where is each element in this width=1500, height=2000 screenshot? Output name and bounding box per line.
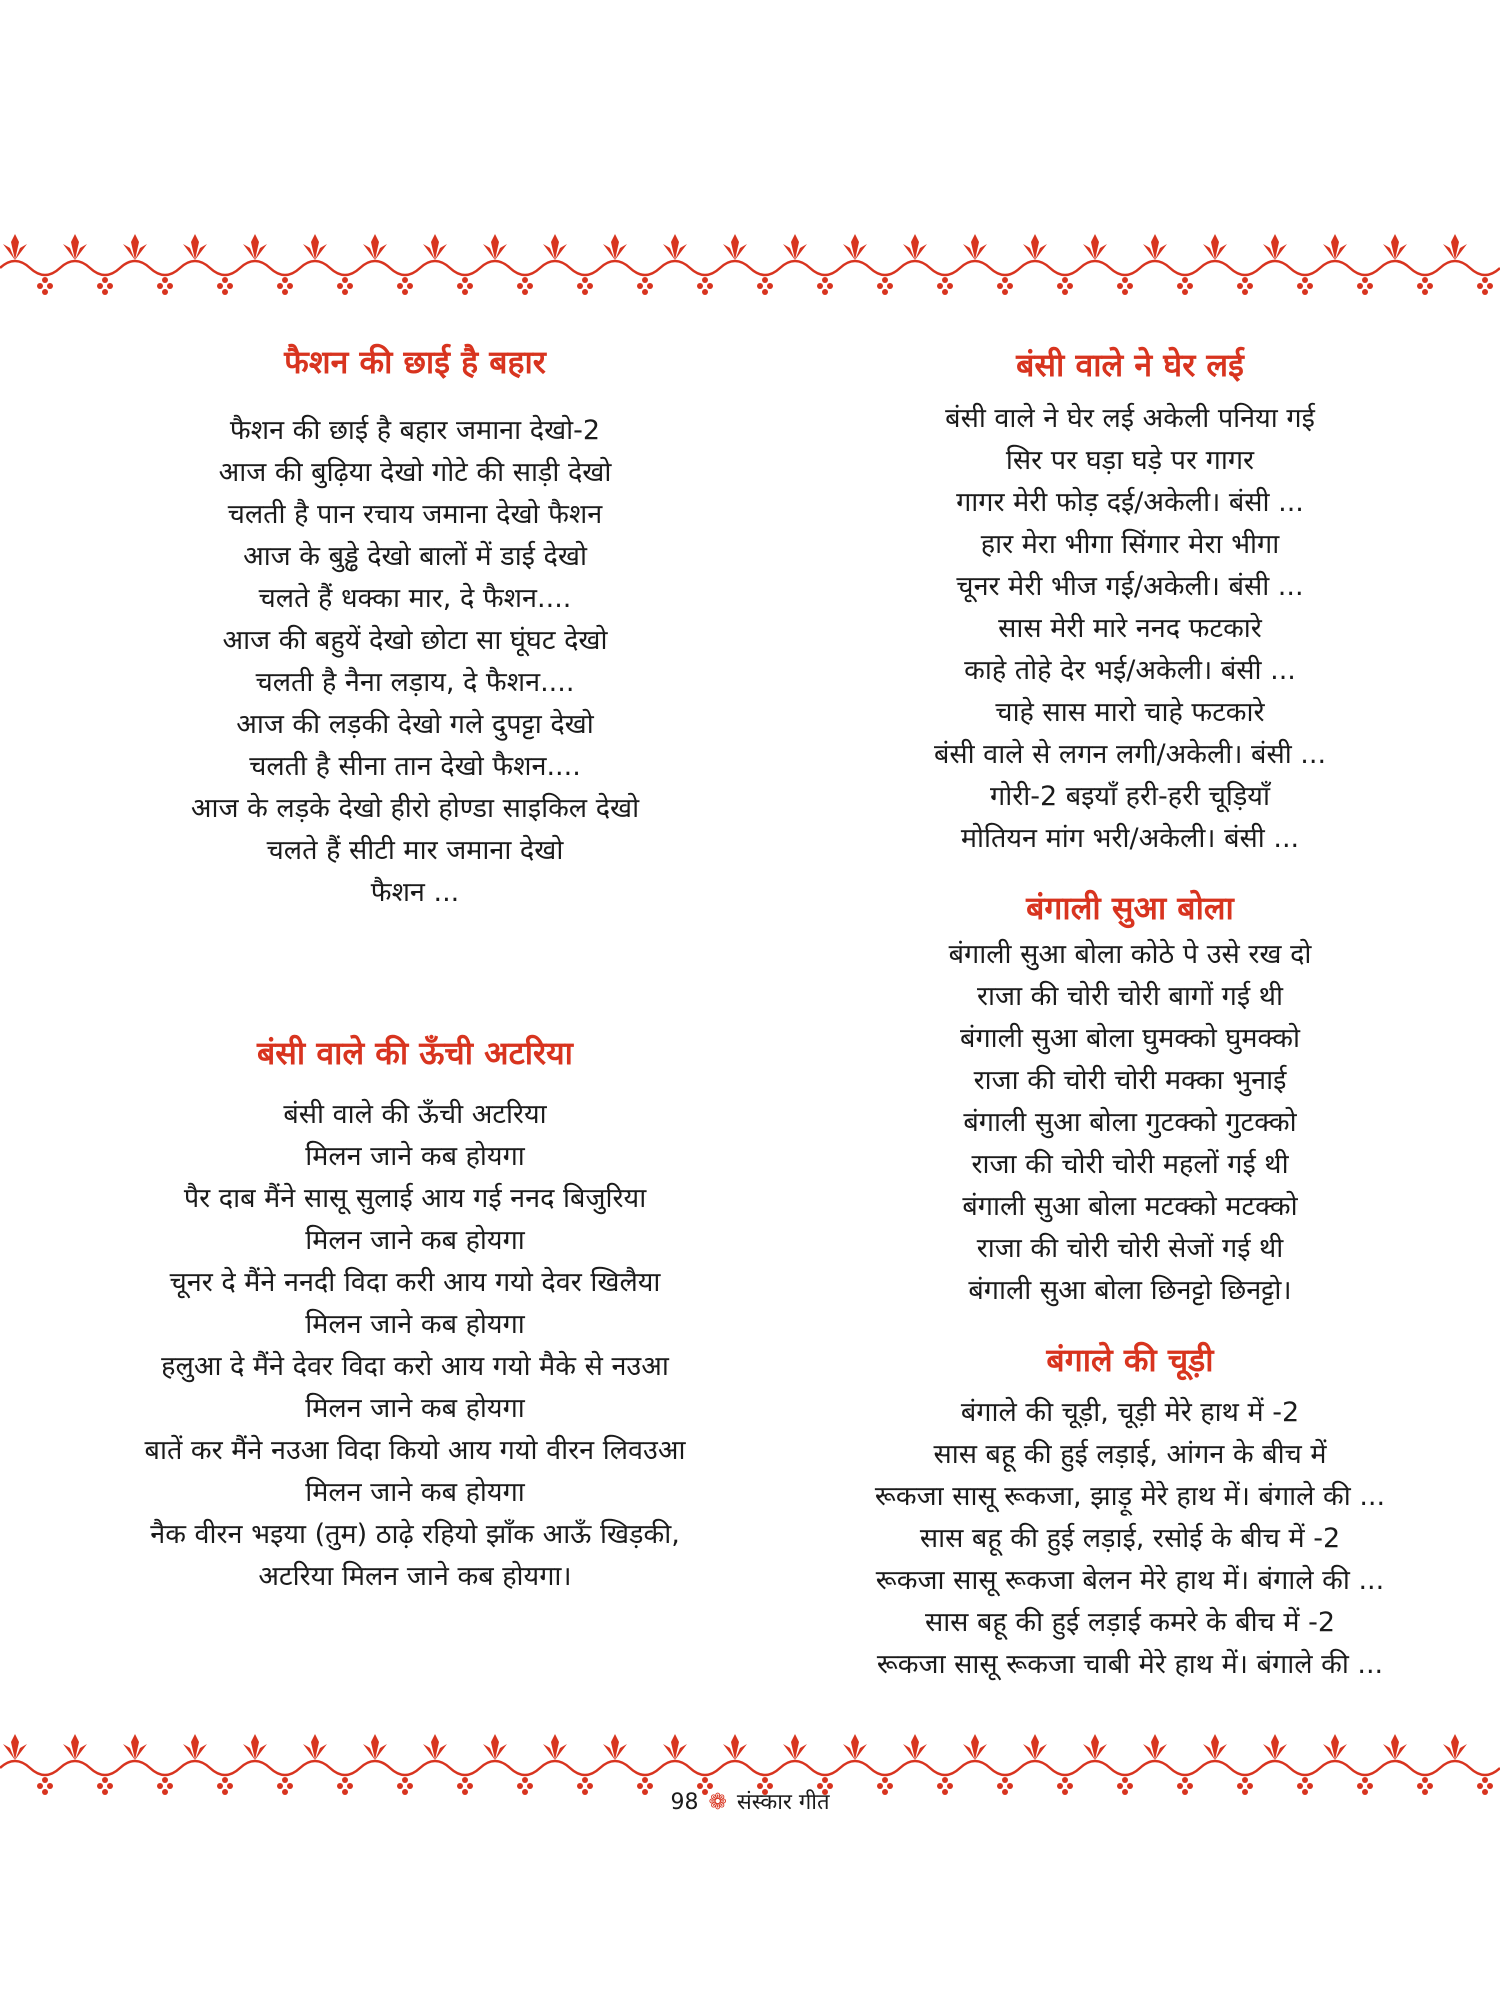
berry-dot [882,289,888,295]
berry-dot [997,283,1003,289]
berry-dot [1297,283,1303,289]
berry-dot [282,1777,288,1783]
flower-motif-icon [663,234,687,260]
berry-dot [522,277,528,283]
song-line: आज के लड़के देखो हीरो होण्डा साइकिल देखो [190,793,640,824]
flower-motif-icon [723,234,747,260]
song-line: सिर पर घड़ा घड़े पर गागर [1005,445,1255,476]
berry-dot [1417,283,1423,289]
flower-motif-icon [843,234,867,260]
song-lines [70,410,760,914]
flower-motif-icon [63,1734,87,1760]
song-line: बंगाली सुआ बोला गुटक्को गुटक्को [963,1107,1297,1138]
song-line: सास बहू की हुई लड़ाई, आंगन के बीच में [933,1439,1327,1470]
berry-dot [1187,283,1193,289]
song-line: चलते हैं सीटी मार जमाना देखो [266,835,564,866]
berry-dot [697,283,703,289]
berry-dot [227,283,233,289]
berry-dot [397,283,403,289]
song-title: बंगाली सुआ बोला [1026,889,1234,927]
song-lines [790,398,1470,860]
song-lines [70,1094,760,1598]
flower-motif-icon [183,1734,207,1760]
flower-motif-icon [1383,234,1407,260]
song-line: राजा की चोरी चोरी महलों गई थी [971,1149,1289,1180]
flower-motif-icon [1143,1734,1167,1760]
flower-motif-icon [1083,234,1107,260]
flower-motif-icon [483,1734,507,1760]
berry-dot [882,277,888,283]
flower-motif-icon [123,1734,147,1760]
berry-dot [402,289,408,295]
berry-dot [407,283,413,289]
berry-dot [947,283,953,289]
flower-motif-icon [543,234,567,260]
berry-dot [937,283,943,289]
berry-dot [102,1777,108,1783]
song-line: चलती है पान रचाय जमाना देखो फैशन [227,499,603,530]
berry-dot [1482,277,1488,283]
berry-dot [1247,283,1253,289]
berry-dot [402,277,408,283]
song-line: बंसी वाले से लगन लगी/अकेली। बंसी ... [933,739,1327,770]
berry-dot [402,1777,408,1783]
song-line: राजा की चोरी चोरी मक्का भुनाई [973,1065,1287,1096]
berry-dot [1362,1777,1368,1783]
song-line: चलती है नैना लड़ाय, दे फैशन.... [255,667,575,698]
song-line: रूकजा सासू रूकजा, झाड़ू मेरे हाथ में। बंगाले की ... [874,1481,1386,1512]
berry-dot [342,1777,348,1783]
flower-motif-icon [243,1734,267,1760]
flower-motif-icon [303,234,327,260]
song-title: बंसी वाले ने घेर लई [1016,346,1244,384]
berry-dot [1362,277,1368,283]
song-line: अटरिया मिलन जाने कब होयगा। [258,1561,572,1592]
song-title: फैशन की छाई है बहार [284,343,546,381]
song-line: रूकजा सासू रूकजा चाबी मेरे हाथ में। बंगाले की ... [876,1649,1384,1680]
berry-dot [582,289,588,295]
song-line: बंगाले की चूड़ी, चूड़ी मेरे हाथ में -2 [960,1397,1300,1428]
berry-dot [1007,283,1013,289]
berry-dot [762,289,768,295]
berry-dot [1422,277,1428,283]
berry-dot [707,283,713,289]
song-line: मोतियन मांग भरी/अकेली। बंसी ... [960,823,1300,854]
flower-motif-icon [3,234,27,260]
berry-dot [1062,277,1068,283]
berry-dot [102,289,108,295]
berry-dot [462,277,468,283]
flower-motif-icon [483,234,507,260]
berry-dot [1002,277,1008,283]
berry-dot [767,283,773,289]
berry-dot [462,289,468,295]
berry-dot [1177,283,1183,289]
song-line: चाहे सास मारो चाहे फटकारे [995,697,1265,728]
flower-separator-icon: ❁ [708,1790,727,1815]
page-number: 98 [670,1790,699,1815]
flower-motif-icon [783,1734,807,1760]
berry-dot [1367,283,1373,289]
song-line: आज के बुड्ढे देखो बालों में डाई देखो [243,541,587,572]
berry-dot [162,289,168,295]
flower-motif-icon [723,1734,747,1760]
berry-dot [282,277,288,283]
berry-dot [817,283,823,289]
berry-dot [102,277,108,283]
song-line: राजा की चोरी चोरी बागों गई थी [977,981,1283,1012]
berry-dot [42,289,48,295]
berry-dot [1357,283,1363,289]
flower-motif-icon [1023,1734,1047,1760]
song-line: चूनर दे मैंने ननदी विदा करी आय गयो देवर खिलैया [169,1267,661,1298]
berry-dot [582,277,588,283]
flower-motif-icon [1323,234,1347,260]
flower-motif-icon [1383,1734,1407,1760]
song-line: गागर मेरी फोड़ दई/अकेली। बंसी ... [956,487,1304,518]
berry-dot [1062,1777,1068,1783]
song-line: मिलन जाने कब होयगा [305,1393,525,1424]
berry-dot [457,283,463,289]
flower-motif-icon [1203,1734,1227,1760]
song-line: आज की लड़की देखो गले दुपट्टा देखो [236,709,594,740]
song-line: मिलन जाने कब होयगा [305,1477,525,1508]
berry-dot [462,1777,468,1783]
berry-dot [942,277,948,283]
berry-dot [522,289,528,295]
song-line: मिलन जाने कब होयगा [305,1141,525,1172]
berry-dot [467,283,473,289]
top-floral-border [0,228,1500,298]
berry-dot [762,277,768,283]
berry-dot [517,283,523,289]
berry-dot [1422,289,1428,295]
flower-motif-icon [783,234,807,260]
berry-dot [1477,283,1483,289]
berry-dot [277,283,283,289]
berry-dot [887,283,893,289]
berry-dot [1242,277,1248,283]
song-line: बंगाली सुआ बोला कोठे पे उसे रख दो [948,939,1312,970]
berry-dot [1127,283,1133,289]
berry-dot [1122,277,1128,283]
berry-dot [1057,283,1063,289]
song-line: बंगाली सुआ बोला छिनट्टो छिनट्टो। [968,1275,1292,1306]
berry-dot [47,283,53,289]
song-line: बंगाली सुआ बोला मटक्को मटक्को [962,1191,1298,1222]
berry-dot [647,283,653,289]
song-line: सास बहू की हुई लड़ाई, रसोई के बीच में -2 [919,1523,1341,1554]
flower-motif-icon [1443,1734,1467,1760]
berry-dot [287,283,293,289]
song-title: बंसी वाले की ऊँची अटरिया [257,1034,573,1072]
berry-dot [347,283,353,289]
berry-dot [877,283,883,289]
berry-dot [822,1777,828,1783]
flower-motif-icon [183,234,207,260]
berry-dot [1302,277,1308,283]
flower-motif-icon [1263,1734,1287,1760]
berry-dot [1487,283,1493,289]
flower-motif-icon [1263,234,1287,260]
berry-dot [1427,283,1433,289]
flower-motif-icon [1023,234,1047,260]
flower-motif-icon [363,1734,387,1760]
page-footer [0,1786,1500,1816]
song-line: चूनर मेरी भीज गई/अकेली। बंसी ... [956,571,1304,602]
berry-dot [587,283,593,289]
berry-dot [1067,283,1073,289]
flower-motif-icon [963,234,987,260]
flower-motif-icon [363,234,387,260]
flower-motif-icon [603,1734,627,1760]
flower-motif-icon [123,234,147,260]
song-line: बंगाली सुआ बोला घुमक्को घुमक्को [960,1023,1300,1054]
berry-dot [222,277,228,283]
berry-dot [1302,289,1308,295]
berry-dot [1242,289,1248,295]
berry-dot [167,283,173,289]
berry-dot [1182,289,1188,295]
song-line: फैशन ... [370,877,460,908]
flower-motif-icon [1203,234,1227,260]
berry-dot [37,283,43,289]
flower-motif-icon [303,1734,327,1760]
berry-dot [107,283,113,289]
berry-dot [1002,289,1008,295]
song-title: बंगाले की चूड़ी [1046,1341,1214,1379]
berry-dot [42,1777,48,1783]
berry-dot [702,289,708,295]
berry-dot [97,283,103,289]
berry-dot [582,1777,588,1783]
berry-dot [637,283,643,289]
song-line: गोरी-2 बइयाँ हरी-हरी चूड़ियाँ [990,781,1270,812]
berry-dot [1002,1777,1008,1783]
song-line: नैक वीरन भइया (तुम) ठाढ़े रहियो झाँक आऊँ खिड़की, [150,1519,680,1550]
berry-dot [162,1777,168,1783]
vine-stroke [0,261,1500,275]
flower-motif-icon [1083,1734,1107,1760]
song-line: बातें कर मैंने नउआ विदा कियो आय गयो वीरन लिवउआ [144,1435,686,1466]
song-line: आज की बुढ़िया देखो गोटे की साड़ी देखो [218,457,612,488]
berry-dot [1307,283,1313,289]
flower-motif-icon [1143,234,1167,260]
berry-dot [162,277,168,283]
berry-dot [702,277,708,283]
song-line: चलते हैं धक्का मार, दे फैशन.... [258,583,572,614]
berry-dot [1242,1777,1248,1783]
flower-motif-icon [903,234,927,260]
berry-dot [1422,1777,1428,1783]
berry-dot [282,289,288,295]
flower-motif-icon [843,1734,867,1760]
berry-dot [822,289,828,295]
berry-dot [342,277,348,283]
berry-dot [42,277,48,283]
berry-dot [702,1777,708,1783]
berry-dot [1182,277,1188,283]
berry-dot [157,283,163,289]
song-line: रूकजा सासू रूकजा बेलन मेरे हाथ में। बंगाले की ... [875,1565,1385,1596]
berry-dot [642,277,648,283]
berry-dot [217,283,223,289]
song-lines [790,1392,1470,1686]
flower-motif-icon [1323,1734,1347,1760]
berry-dot [527,283,533,289]
berry-dot [1302,1777,1308,1783]
berry-dot [942,289,948,295]
flower-motif-icon [963,1734,987,1760]
song-line: बंसी वाले की ऊँची अटरिया [283,1099,547,1130]
flower-motif-icon [63,234,87,260]
flower-motif-icon [1443,234,1467,260]
song-line: हार मेरा भीगा सिंगार मेरा भीगा [980,529,1280,560]
berry-dot [1237,283,1243,289]
flower-motif-icon [423,234,447,260]
berry-dot [827,283,833,289]
flower-motif-icon [543,1734,567,1760]
song-line: हलुआ दे मैंने देवर विदा करो आय गयो मैके से नउआ [161,1351,669,1382]
berry-dot [1182,1777,1188,1783]
song-line: मिलन जाने कब होयगा [305,1225,525,1256]
flower-motif-icon [663,1734,687,1760]
berry-dot [757,283,763,289]
berry-dot [1482,1777,1488,1783]
song-line: चलती है सीना तान देखो फैशन.... [249,751,581,782]
flower-motif-icon [243,234,267,260]
berry-dot [1122,1777,1128,1783]
berry-dot [577,283,583,289]
berry-dot [1062,289,1068,295]
song-line: काहे तोहे देर भई/अकेली। बंसी ... [964,655,1296,686]
berry-dot [642,1777,648,1783]
berry-dot [642,289,648,295]
berry-dot [222,289,228,295]
flower-motif-icon [903,1734,927,1760]
berry-dot [822,277,828,283]
berry-dot [1117,283,1123,289]
song-line: पैर दाब मैंने सासू सुलाई आय गई ननद बिजुरिया [183,1183,647,1214]
flower-motif-icon [423,1734,447,1760]
song-line: बंसी वाले ने घेर लई अकेली पनिया गई [945,403,1315,434]
vine-stroke [0,1761,1500,1775]
song-line: राजा की चोरी चोरी सेजों गई थी [976,1233,1284,1264]
berry-dot [1482,289,1488,295]
song-line: आज की बहुयें देखो छोटा सा घूंघट देखो [222,625,608,656]
flower-motif-icon [3,1734,27,1760]
berry-dot [342,289,348,295]
berry-dot [762,1777,768,1783]
song-lines [790,934,1470,1312]
berry-dot [222,1777,228,1783]
song-line: मिलन जाने कब होयगा [305,1309,525,1340]
berry-dot [522,1777,528,1783]
berry-dot [942,1777,948,1783]
berry-dot [882,1777,888,1783]
song-line: सास बहू की हुई लड़ाई कमरे के बीच में -2 [924,1607,1336,1638]
berry-dot [337,283,343,289]
book-title: संस्कार गीत [736,1790,830,1815]
song-line: सास मेरी मारे ननद फटकारे [998,613,1262,644]
berry-dot [1122,289,1128,295]
flower-motif-icon [603,234,627,260]
berry-dot [1362,289,1368,295]
song-line: फैशन की छाई है बहार जमाना देखो-2 [229,415,601,446]
